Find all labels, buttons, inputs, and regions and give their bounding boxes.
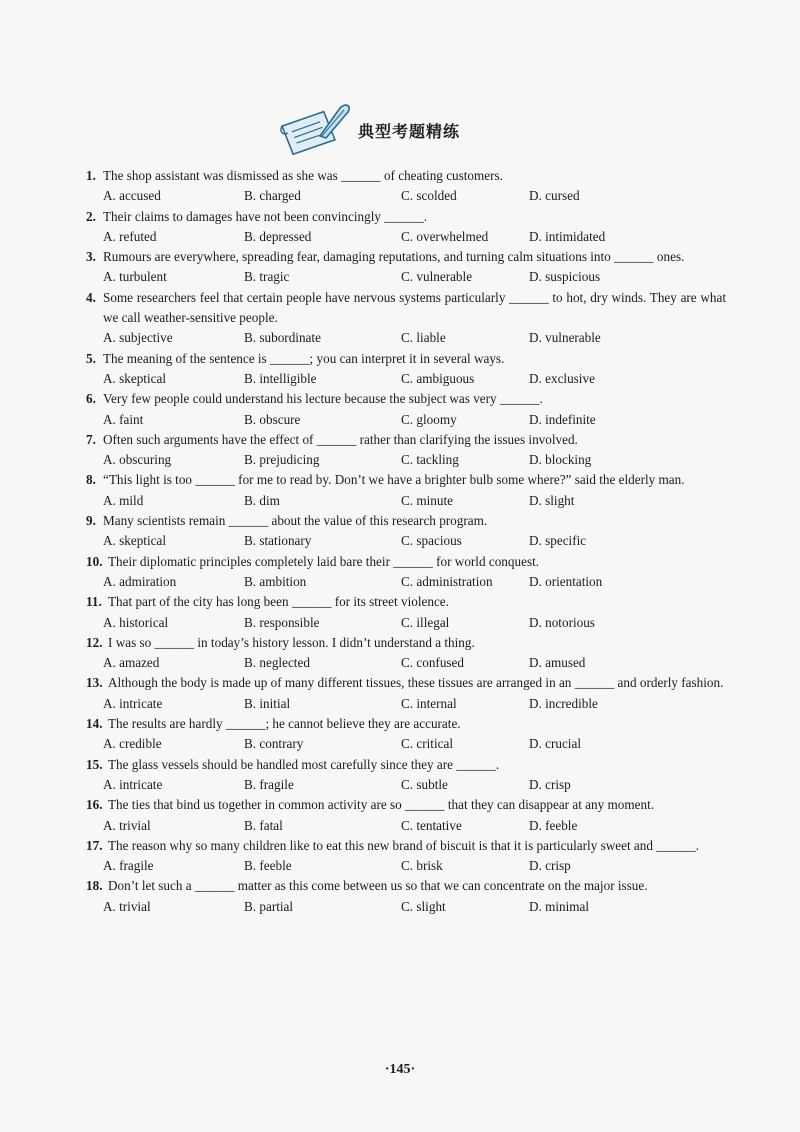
question-number: 1.	[86, 168, 96, 183]
question-item	[86, 349, 726, 390]
question-stem	[86, 836, 726, 856]
question-item	[86, 755, 726, 796]
question-stem	[86, 511, 726, 531]
option-d: D. suspicious	[529, 269, 601, 285]
question-stem	[86, 247, 726, 267]
answer-options	[86, 816, 726, 836]
option-b: B. contrary	[244, 736, 304, 752]
option-c: C. spacious	[401, 533, 462, 549]
option-b: B. prejudicing	[244, 452, 320, 468]
option-a: A. subjective	[103, 330, 173, 346]
question-text: The meaning of the sentence is ______; you can interpret it in several ways.	[103, 350, 505, 366]
question-stem	[86, 349, 726, 369]
option-c: C. liable	[401, 330, 446, 346]
option-c: C. critical	[401, 736, 453, 752]
option-b: B. intelligible	[244, 370, 317, 386]
answer-options	[86, 531, 726, 551]
question-number: 2.	[86, 208, 96, 224]
option-c: C. administration	[401, 573, 493, 589]
option-c: C. slight	[401, 898, 446, 914]
page-number: ·145·	[384, 1062, 416, 1077]
option-d: D. crucial	[529, 736, 581, 752]
option-c: C. subtle	[401, 776, 448, 792]
option-a: A. skeptical	[103, 533, 166, 549]
option-b: B. partial	[244, 898, 294, 914]
question-text: Don’t let such a ______ matter as this come between us so that we can concentrate on the major issue.	[108, 878, 648, 894]
question-number: 9.	[86, 513, 96, 529]
answer-options	[86, 897, 726, 917]
option-a: A. faint	[103, 411, 144, 427]
question-number: 17.	[86, 837, 103, 853]
question-text: The results are hardly ______; he cannot believe they are accurate.	[108, 716, 461, 732]
option-a: A. mild	[103, 492, 144, 508]
answer-options	[86, 450, 726, 470]
option-b: B. ambition	[244, 573, 307, 589]
option-c: C. ambiguous	[401, 370, 475, 386]
question-text: “This light is too ______ for me to read by. Don’t we have a brighter bulb some where?” said the elderly man.	[103, 472, 685, 488]
question-number: 8.	[86, 472, 96, 488]
option-d: D. notorious	[529, 614, 595, 630]
option-b: B. fragile	[244, 776, 294, 792]
option-b: B. initial	[244, 695, 291, 711]
answer-options	[86, 775, 726, 795]
question-number: 3.	[86, 249, 96, 265]
option-a: A. refuted	[103, 228, 157, 244]
answer-options	[86, 856, 726, 876]
option-d: D. intimidated	[529, 228, 606, 244]
option-a: A. amazed	[103, 655, 160, 671]
option-b: B. subordinate	[244, 330, 321, 346]
option-c: C. confused	[401, 655, 464, 671]
question-number: 7.	[86, 431, 96, 447]
question-item	[86, 207, 726, 248]
option-a: A. historical	[103, 614, 169, 630]
question-item	[86, 166, 726, 207]
option-a: A. turbulent	[103, 269, 167, 285]
question-stem	[86, 430, 726, 450]
option-b: B. charged	[244, 188, 301, 204]
question-stem	[86, 207, 726, 227]
question-text: Although the body is made up of many different tissues, these tissues are arranged in an ______ and orderly fashion.	[108, 675, 724, 691]
option-a: A. skeptical	[103, 370, 166, 386]
question-text: That part of the city has long been ______ for its street violence.	[108, 594, 449, 610]
option-c: C. internal	[401, 695, 457, 711]
section-title: 典型考题精练	[358, 121, 461, 141]
answer-options	[86, 227, 726, 247]
option-b: B. feeble	[244, 858, 292, 874]
question-text: Their claims to damages have not been convincingly ______.	[103, 208, 428, 224]
question-item	[86, 714, 726, 755]
option-b: B. neglected	[244, 655, 310, 671]
option-c: C. minute	[401, 492, 454, 508]
option-d: D. orientation	[529, 573, 603, 589]
option-a: A. trivial	[103, 817, 151, 833]
question-text: Very few people could understand his lecture because the subject was very ______.	[103, 391, 543, 407]
option-d: D. slight	[529, 492, 575, 508]
option-a: A. credible	[103, 736, 162, 752]
question-stem	[86, 795, 726, 815]
option-d: D. amused	[529, 655, 586, 671]
section-header	[276, 100, 460, 160]
option-d: D. incredible	[529, 695, 598, 711]
option-d: D. crisp	[529, 776, 571, 792]
question-number: 15.	[86, 756, 103, 772]
question-item	[86, 288, 726, 349]
question-stem	[86, 389, 726, 409]
question-text: The reason why so many children like to eat this new brand of biscuit is that it is particularly sweet and ______.	[108, 837, 700, 853]
question-item	[86, 389, 726, 430]
question-text: The glass vessels should be handled most carefully since they are ______.	[108, 756, 500, 772]
question-stem	[86, 288, 726, 329]
question-number: 12.	[86, 634, 103, 650]
question-number: 13.	[86, 675, 103, 691]
option-c: C. vulnerable	[401, 269, 473, 285]
question-number: 18.	[86, 878, 103, 894]
option-c: C. scolded	[401, 188, 457, 204]
question-number: 4.	[86, 289, 96, 305]
question-item	[86, 470, 726, 511]
option-d: D. indefinite	[529, 411, 596, 427]
question-item	[86, 876, 726, 917]
option-a: A. trivial	[103, 898, 151, 914]
answer-options	[86, 613, 726, 633]
question-list	[86, 166, 726, 917]
question-item	[86, 430, 726, 471]
option-a: A. accused	[103, 188, 161, 204]
option-b: B. dim	[244, 492, 280, 508]
question-number: 5.	[86, 350, 96, 366]
option-d: D. crisp	[529, 858, 571, 874]
option-d: D. feeble	[529, 817, 578, 833]
answer-options	[86, 572, 726, 592]
question-item	[86, 552, 726, 593]
option-b: B. responsible	[244, 614, 320, 630]
question-stem	[86, 633, 726, 653]
option-d: D. specific	[529, 533, 587, 549]
question-number: 11.	[86, 594, 102, 610]
question-text: Some researchers feel that certain people have nervous systems particularly ______ to hot, dry winds. They are what we call weather-sensitive people.	[103, 289, 726, 326]
question-number: 10.	[86, 553, 103, 569]
question-item	[86, 511, 726, 552]
answer-options	[86, 186, 726, 206]
option-d: D. vulnerable	[529, 330, 601, 346]
answer-options	[86, 410, 726, 430]
option-c: C. gloomy	[401, 411, 457, 427]
question-item	[86, 633, 726, 674]
option-c: C. brisk	[401, 858, 443, 874]
question-text: The shop assistant was dismissed as she was ______ of cheating customers.	[103, 168, 503, 183]
question-item	[86, 247, 726, 288]
answer-options	[86, 267, 726, 287]
answer-options	[86, 491, 726, 511]
answer-options	[86, 694, 726, 714]
option-a: A. fragile	[103, 858, 154, 874]
option-b: B. depressed	[244, 228, 312, 244]
option-a: A. admiration	[103, 573, 177, 589]
question-text: Often such arguments have the effect of ______ rather than clarifying the issues involved.	[103, 431, 578, 447]
option-d: D. exclusive	[529, 370, 595, 386]
question-stem	[86, 552, 726, 572]
option-c: C. overwhelmed	[401, 228, 489, 244]
option-b: B. tragic	[244, 269, 290, 285]
question-number: 14.	[86, 716, 103, 732]
question-item	[86, 795, 726, 836]
question-stem	[86, 470, 726, 490]
question-stem	[86, 592, 726, 612]
question-item	[86, 592, 726, 633]
option-d: D. minimal	[529, 898, 590, 914]
question-text: The ties that bind us together in common activity are so ______ that they can disappear at any moment.	[108, 797, 655, 813]
question-item	[86, 836, 726, 877]
option-c: C. tentative	[401, 817, 462, 833]
answer-options	[86, 734, 726, 754]
option-a: A. obscuring	[103, 452, 172, 468]
answer-options	[86, 653, 726, 673]
option-a: A. intricate	[103, 695, 163, 711]
quill-paper-icon	[276, 100, 356, 161]
question-number: 16.	[86, 797, 103, 813]
question-item	[86, 673, 726, 714]
option-d: D. cursed	[529, 188, 580, 204]
question-text: Many scientists remain ______ about the value of this research program.	[103, 513, 488, 529]
option-c: C. tackling	[401, 452, 459, 468]
question-stem	[86, 755, 726, 775]
option-c: C. illegal	[401, 614, 450, 630]
question-text: Their diplomatic principles completely laid bare their ______ for world conquest.	[108, 553, 540, 569]
question-stem	[86, 876, 726, 896]
question-number: 6.	[86, 391, 96, 407]
question-text: I was so ______ in today’s history lesson. I didn’t understand a thing.	[108, 634, 475, 650]
answer-options	[86, 369, 726, 389]
question-stem	[86, 166, 726, 186]
option-b: B. obscure	[244, 411, 301, 427]
answer-options	[86, 328, 726, 348]
option-b: B. stationary	[244, 533, 312, 549]
question-text: Rumours are everywhere, spreading fear, damaging reputations, and turning calm situations into ______ ones.	[103, 249, 685, 265]
option-b: B. fatal	[244, 817, 283, 833]
option-d: D. blocking	[529, 452, 592, 468]
option-a: A. intricate	[103, 776, 163, 792]
question-stem	[86, 673, 726, 693]
question-stem	[86, 714, 726, 734]
